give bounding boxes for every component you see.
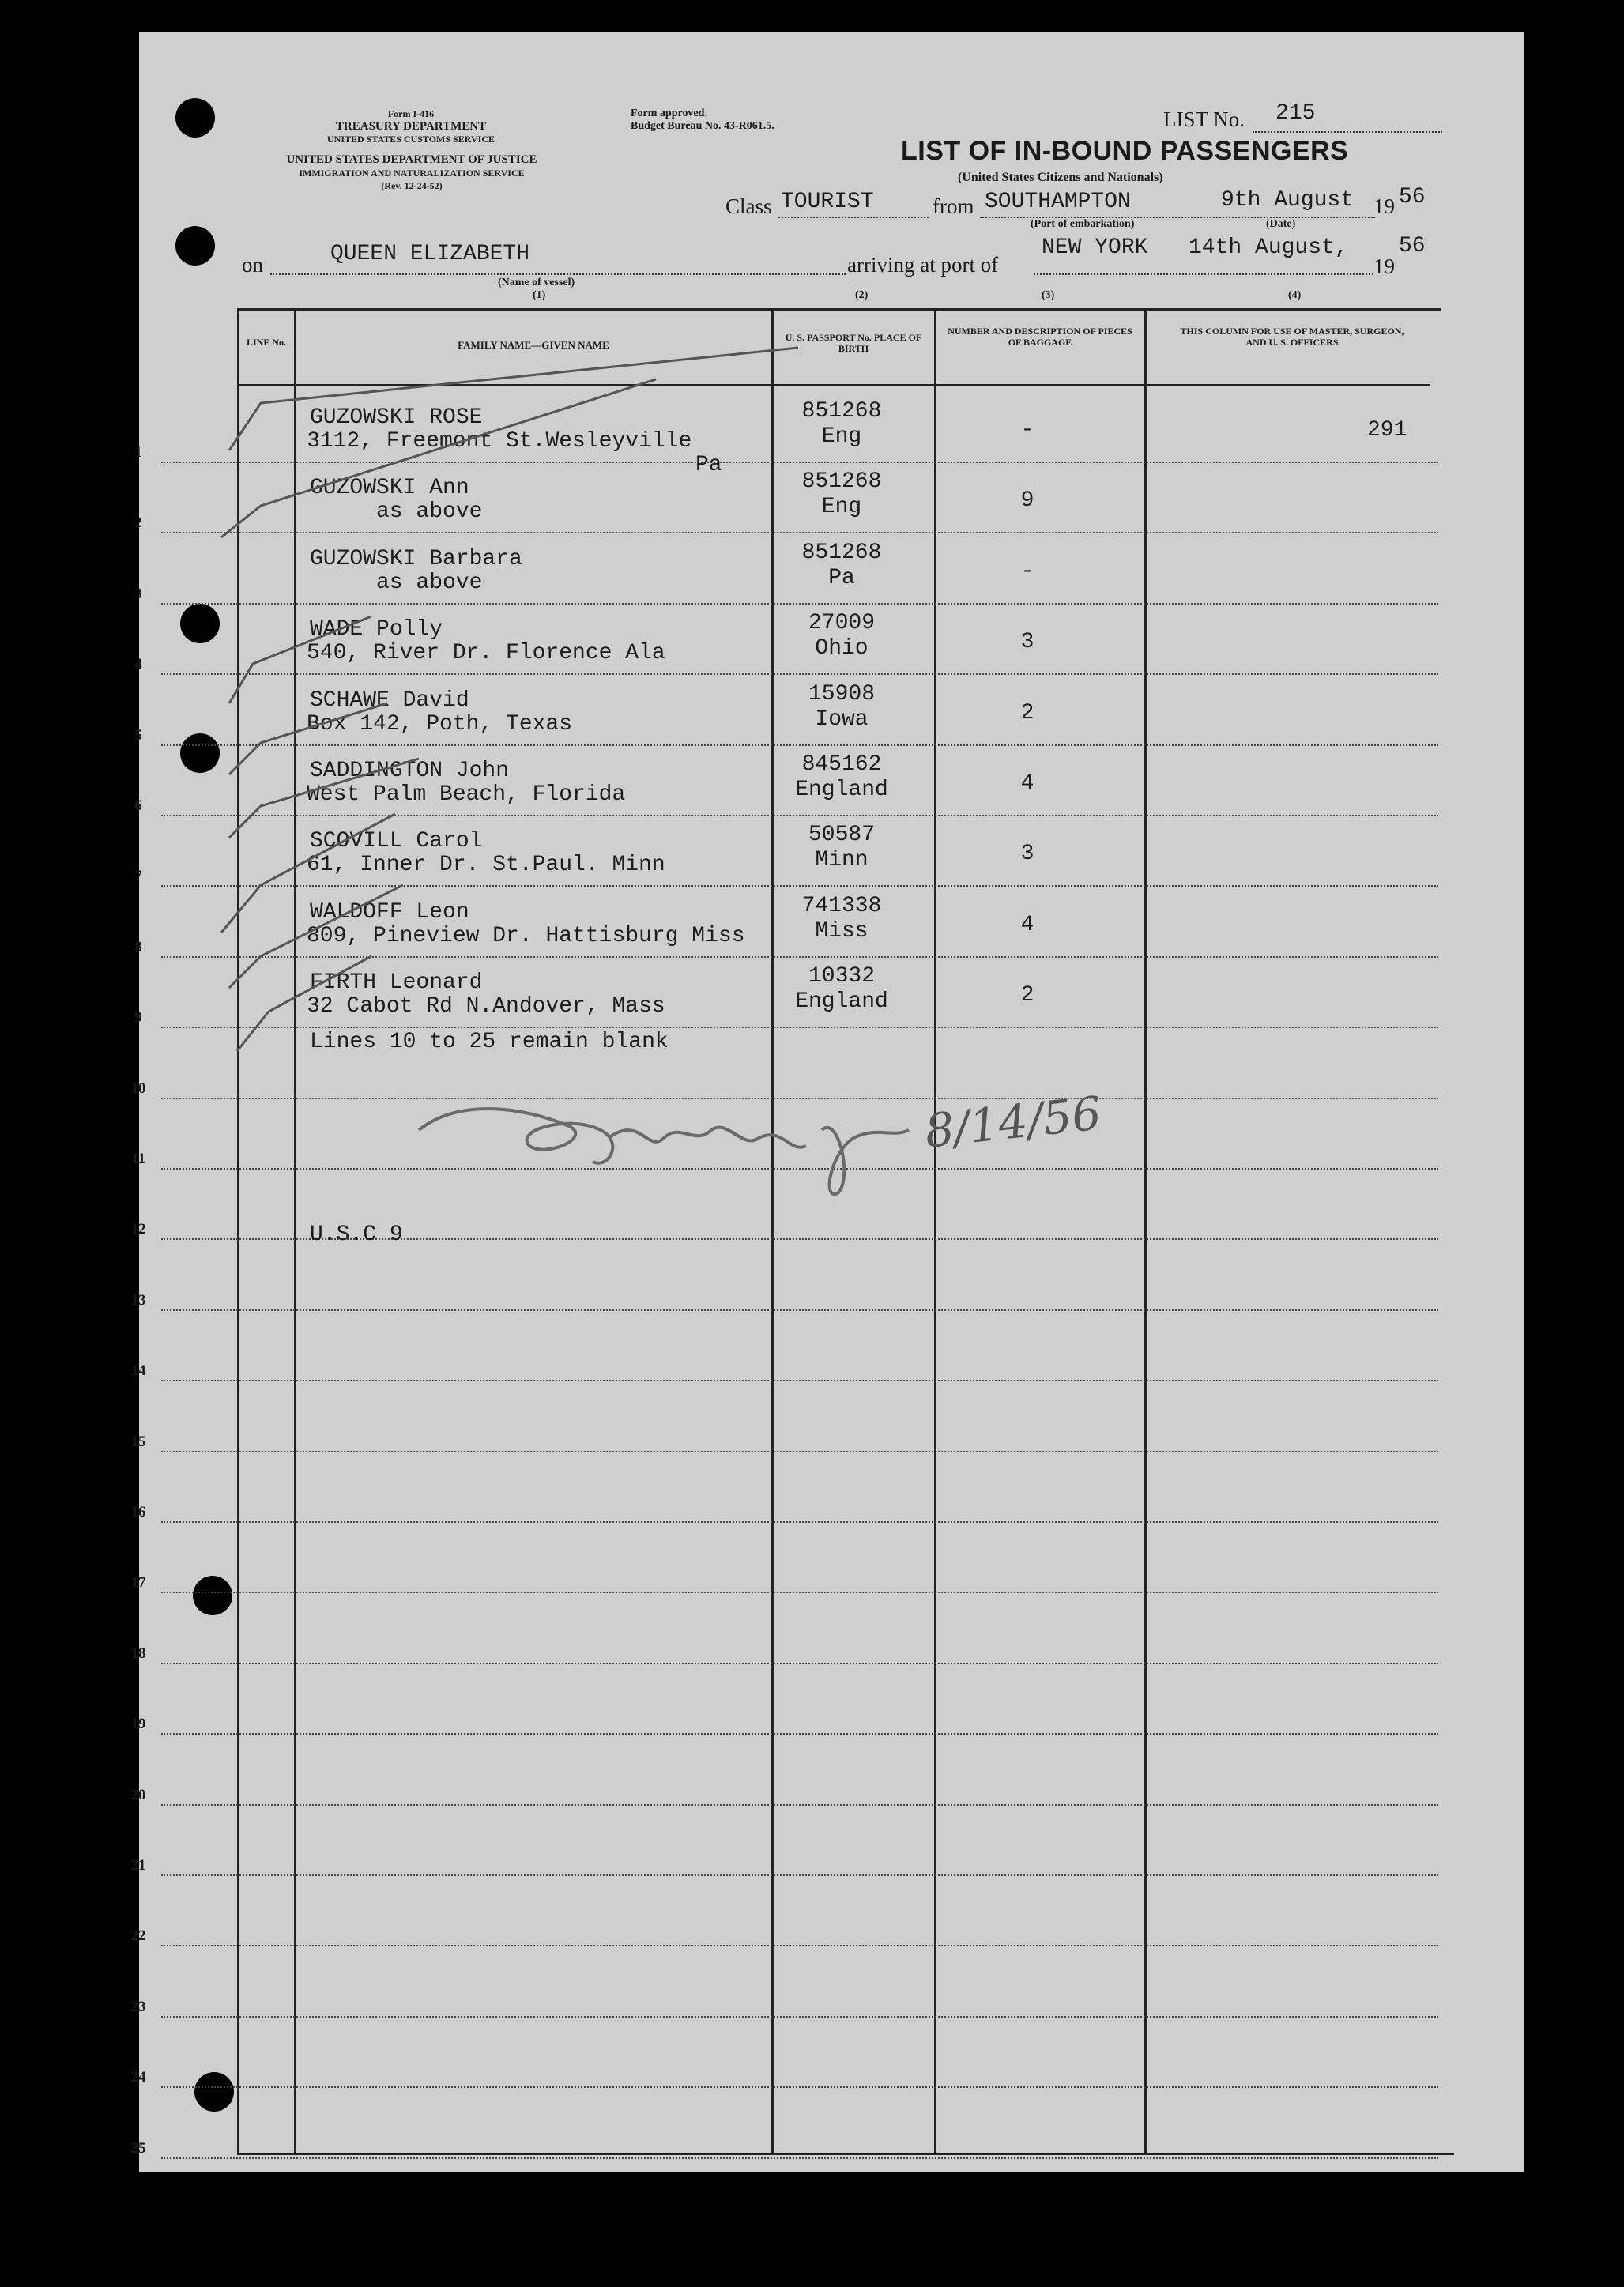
passenger-name: GUZOWSKI ROSE	[310, 405, 483, 430]
list-number-label: LIST No.	[1163, 107, 1245, 131]
column-1-number: (1)	[533, 289, 546, 301]
line-number: 17	[130, 1574, 146, 1592]
baggage-count: -	[1020, 418, 1034, 443]
line-number: 13	[130, 1291, 146, 1309]
passport-number: 851268	[801, 469, 882, 495]
passport-column-divider	[934, 311, 936, 2153]
usc-count: U.S.C 9	[310, 1223, 403, 1247]
vessel-name: QUEEN ELIZABETH	[330, 242, 530, 266]
departure-year: 56	[1399, 185, 1426, 209]
row-line	[161, 2086, 1438, 2088]
passenger-name: SADDINGTON John	[310, 759, 510, 783]
row-line	[161, 2157, 1438, 2159]
line-number: 24	[130, 2069, 146, 2086]
line-number: 4	[134, 656, 142, 673]
passenger-address: 32 Cabot Rd N.Andover, Mass	[307, 994, 665, 1019]
class-label: Class	[725, 194, 772, 218]
row-line	[161, 1380, 1438, 1381]
place-of-birth: Ohio	[815, 636, 869, 661]
passenger-name: GUZOWSKI Barbara	[310, 546, 522, 571]
arrival-year: 56	[1399, 234, 1426, 258]
from-label: from	[933, 194, 974, 218]
date-caption: (Date)	[1266, 218, 1296, 230]
baggage-count: -	[1020, 559, 1034, 584]
immigration-service: IMMIGRATION AND NATURALIZATION SERVICE	[299, 168, 525, 179]
arrival-year-prefix: 19	[1373, 254, 1395, 278]
line-number: 5	[134, 726, 142, 744]
passenger-address-state: Pa	[695, 453, 722, 477]
table-top-border	[237, 308, 1441, 311]
passenger-address: 3112, Freemont St.Wesleyville	[307, 429, 692, 454]
passenger-address: 809, Pineview Dr. Hattisburg Miss	[307, 923, 745, 948]
passport-number: 851268	[801, 540, 882, 565]
row-line	[161, 1804, 1438, 1806]
line-number: 11	[131, 1151, 145, 1167]
officers-header: THIS COLUMN FOR USE OF MASTER, SURGEON, AND U. S. OFFICERS	[1180, 326, 1404, 348]
passenger-address: 540, River Dr. Florence Ala	[307, 641, 665, 666]
embarkation-port: SOUTHAMPTON	[985, 190, 1131, 214]
line-number: 12	[130, 1221, 146, 1238]
on-label: on	[242, 253, 263, 277]
passport-number: 851268	[801, 399, 882, 424]
baggage-count: 2	[1020, 983, 1034, 1008]
departure-year-prefix: 19	[1373, 194, 1395, 218]
vessel-caption: (Name of vessel)	[498, 277, 575, 288]
blank-lines-note: Lines 10 to 25 remain blank	[310, 1030, 669, 1054]
row-line	[161, 1874, 1438, 1876]
passport-number: 845162	[801, 752, 882, 777]
passenger-name: GUZOWSKI Ann	[310, 476, 469, 501]
baggage-header: NUMBER AND DESCRIPTION OF PIECES OF BAGGAGE	[948, 326, 1132, 348]
passenger-name: WALDOFF Leon	[310, 899, 469, 925]
passenger-address: 61, Inner Dr. St.Paul. Minn	[307, 853, 665, 878]
line-number: 21	[130, 1857, 146, 1874]
form-approved: Form approved.	[631, 107, 707, 119]
list-title: LIST OF IN-BOUND PASSENGERS	[901, 136, 1349, 166]
passport-number: 741338	[801, 893, 882, 918]
baggage-column-divider	[1144, 311, 1147, 2153]
line-number: 23	[130, 1998, 146, 2015]
place-of-birth: Eng	[821, 424, 862, 449]
place-of-birth: England	[795, 778, 888, 802]
place-of-birth: Minn	[815, 848, 869, 873]
departure-date: 9th August	[1221, 188, 1355, 213]
treasury-department: TREASURY DEPARTMENT	[335, 120, 487, 133]
baggage-count: 4	[1020, 771, 1034, 796]
passport-header: U. S. PASSPORT No. PLACE OF BIRTH	[785, 332, 922, 354]
passenger-name: SCHAWE David	[310, 688, 469, 713]
line-number: 20	[130, 1786, 146, 1803]
line-number: 19	[130, 1716, 146, 1733]
department-of-justice: UNITED STATES DEPARTMENT OF JUSTICE	[286, 153, 537, 166]
column-3-number: (3)	[1042, 289, 1055, 301]
passport-number: 15908	[808, 681, 875, 706]
row-line	[161, 1663, 1438, 1664]
row-line	[161, 1521, 1438, 1523]
line-number: 22	[130, 1927, 146, 1945]
port-caption: (Port of embarkation)	[1031, 218, 1135, 230]
passenger-address: as above	[376, 499, 483, 525]
passenger-address: Box 142, Poth, Texas	[307, 711, 573, 737]
passenger-name: SCOVILL Carol	[310, 829, 483, 854]
binder-hole	[175, 226, 215, 266]
budget-bureau-number: Budget Bureau No. 43-R061.5.	[631, 120, 774, 132]
form-revision: (Rev. 12-24-52)	[381, 180, 443, 191]
line-number: 16	[130, 1504, 146, 1520]
row-line	[161, 1592, 1438, 1593]
line-number: 15	[130, 1433, 146, 1450]
list-subtitle: (United States Citizens and Nationals)	[958, 171, 1163, 184]
place-of-birth: Eng	[821, 495, 862, 520]
row-line	[161, 1733, 1438, 1735]
binder-hole	[175, 98, 215, 138]
officer-note: 291	[1367, 418, 1407, 443]
place-of-birth: England	[795, 989, 888, 1015]
signature-date: 8/14/56	[922, 1086, 1104, 1159]
row-line	[161, 1309, 1438, 1311]
line-number: 25	[130, 2139, 146, 2157]
passport-number: 10332	[808, 964, 875, 989]
column-4-number: (4)	[1288, 289, 1302, 301]
baggage-count: 2	[1020, 700, 1034, 725]
inspector-signature	[411, 1083, 917, 1201]
check-marks	[213, 332, 798, 1067]
row-line	[161, 1451, 1438, 1452]
column-2-number: (2)	[855, 289, 869, 301]
family-name-header: FAMILY NAME—GIVEN NAME	[458, 339, 609, 351]
place-of-birth: Miss	[815, 918, 869, 944]
line-number: 2	[134, 514, 142, 532]
passenger-address: West Palm Beach, Florida	[307, 782, 626, 807]
baggage-count: 4	[1020, 912, 1034, 937]
line-number: 3	[134, 585, 142, 602]
arrival-port: NEW YORK	[1042, 235, 1148, 260]
line-number: 1	[134, 444, 142, 461]
line-number: 10	[130, 1079, 146, 1097]
baggage-count: 3	[1020, 842, 1034, 867]
passenger-name: WADE Polly	[310, 617, 443, 642]
form-number: Form I-416	[387, 108, 435, 119]
passport-number: 50587	[808, 823, 875, 848]
line-number: 7	[134, 868, 142, 885]
customs-service: UNITED STATES CUSTOMS SERVICE	[327, 134, 495, 145]
passport-number: 27009	[808, 611, 875, 636]
line-number: 9	[134, 1009, 142, 1027]
binder-hole	[193, 1576, 232, 1615]
baggage-count: 9	[1020, 488, 1034, 514]
place-of-birth: Pa	[828, 565, 855, 590]
arrival-date: 14th August,	[1189, 235, 1348, 260]
row-line	[161, 1945, 1438, 1946]
place-of-birth: Iowa	[815, 706, 869, 732]
line-number: 18	[130, 1645, 146, 1662]
passenger-name: FIRTH Leonard	[310, 970, 483, 996]
arriving-label: arriving at port of	[847, 253, 999, 277]
line-number: 6	[134, 797, 142, 814]
line-number-header: LINE No.	[246, 337, 286, 348]
line-number: 14	[130, 1362, 146, 1380]
line-number: 8	[134, 938, 142, 955]
list-number: 215	[1275, 101, 1316, 126]
binder-hole	[194, 2072, 234, 2112]
class-value: TOURIST	[781, 190, 874, 214]
baggage-count: 3	[1020, 630, 1034, 655]
row-line	[161, 2016, 1438, 2018]
passenger-address: as above	[376, 570, 483, 595]
table-bottom-border	[237, 2153, 1454, 2155]
